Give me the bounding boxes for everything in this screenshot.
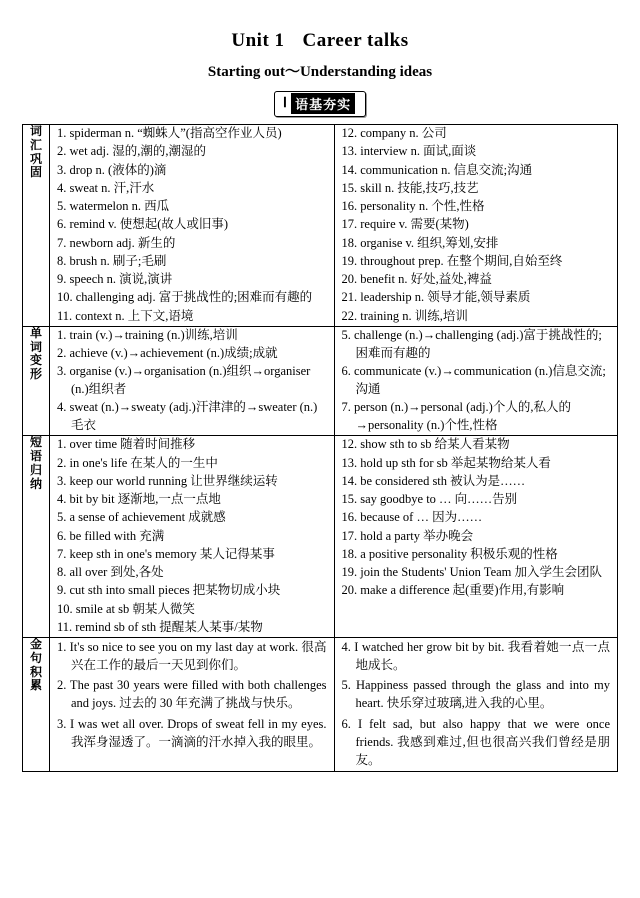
- banner-box: [274, 91, 366, 117]
- list-item: 6. be filled with 充满: [57, 528, 165, 543]
- list-item: 1. spiderman n. “蜘蛛人”(指高空作业人员): [57, 126, 282, 140]
- column-left: [50, 638, 334, 771]
- list-item: 5. challenge (n.)→challenging (adj.)富于挑战性的;困难而有趣的: [341, 327, 602, 360]
- row-content-vocab: [50, 125, 618, 327]
- list-item: 15. skill n. 技能,技巧,技艺: [341, 180, 479, 195]
- column-right: [334, 436, 618, 637]
- list-item: 3. organise (v.)→organisation (n.)组织→organiser (n.)组织者: [57, 364, 311, 396]
- list-item: 12. show sth to sb 给某人看某物: [341, 437, 510, 452]
- list-item: 2. wet adj. 湿的,潮的,潮湿的: [57, 144, 206, 159]
- list-item: 4. bit by bit 逐渐地,一点一点地: [57, 492, 221, 506]
- list-item: 16. because of … 因为……: [341, 510, 483, 525]
- list-item: 7. keep sth in one's memory 某人记得某事: [57, 546, 275, 561]
- list-item: 1. It's so nice to see you on my last day at work. 很高兴在工作的最后一天见到你们。: [57, 640, 327, 673]
- list-item: 7. newborn adj. 新生的: [57, 235, 176, 250]
- list-item: 14. be considered sth 被认为是……: [341, 473, 526, 488]
- list-item: 5. watermelon n. 西瓜: [57, 199, 170, 213]
- list-item: 10. smile at sb 朝某人微笑: [57, 601, 195, 616]
- row-content-wordforms: [50, 326, 618, 436]
- row-content-phrases: [50, 436, 618, 638]
- row-label-wordforms: [23, 326, 50, 436]
- list-item: 11. remind sb of sth 提醒某人某事/某物: [57, 619, 263, 634]
- list-item: 2. The past 30 years were filled with both challenges and joys. 过去的 30 年充满了挑战与快乐。: [57, 678, 327, 711]
- column-left: [50, 125, 334, 326]
- row-label-text: 词汇巩固: [29, 124, 42, 180]
- column-right: [334, 327, 618, 436]
- list-item: 6. I felt sad, but also happy that we were once friends. 我感到难过,但也很高兴我们曾经是朋友。: [341, 716, 610, 767]
- list-item: 11. context n. 上下文,语境: [57, 308, 194, 323]
- table-row: [23, 436, 618, 638]
- column-left: [50, 436, 334, 637]
- row-label-text: 单词变形: [29, 325, 42, 382]
- list-item: 18. organise v. 组织,筹划,安排: [341, 235, 499, 250]
- list-item: 15. say goodbye to … 向……告别: [341, 492, 518, 506]
- row-label-sentences: [23, 638, 50, 772]
- column-left: [50, 327, 334, 436]
- banner-label: 语基夯实: [291, 93, 355, 114]
- table-row: [23, 125, 618, 327]
- list-item: 8. brush n. 刷子;毛刷: [57, 253, 167, 268]
- list-item: 19. join the Students' Union Team 加入学生会团队: [341, 565, 603, 579]
- row-content-sentences: [50, 638, 618, 772]
- list-item: 21. leadership n. 领导才能,领导素质: [341, 290, 531, 305]
- list-item: 2. achieve (v.)→achievement (n.)成绩;成就: [57, 346, 278, 360]
- list-item: 2. in one's life 在某人的一生中: [57, 455, 218, 470]
- list-item: 3. keep our world running 让世界继续运转: [57, 473, 278, 488]
- list-item: 20. make a difference 起(重要)作用,有影响: [341, 583, 565, 598]
- list-item: 13. hold up sth for sb 举起某物给某人看: [341, 455, 551, 470]
- list-item: 10. challenging adj. 富于挑战性的;困难而有趣的: [57, 290, 313, 305]
- list-item: 22. training n. 训练,培训: [341, 308, 468, 323]
- list-item: 3. drop n. (液体的)滴: [57, 162, 167, 177]
- list-item: 12. company n. 公司: [341, 126, 447, 140]
- column-right: [334, 125, 618, 326]
- list-item: 9. cut sth into small pieces 把某物切成小块: [57, 583, 281, 598]
- row-label-vocab: [23, 125, 50, 327]
- list-item: 4. I watched her grow bit by bit. 我看着她一点一点地成长。: [341, 640, 610, 673]
- row-label-text: 短语归纳: [29, 435, 42, 491]
- title-unit: Unit 1: [231, 30, 285, 51]
- list-item: 17. hold a party 举办晚会: [341, 528, 474, 543]
- list-item: 3. I was wet all over. Drops of sweat fell in my eyes. 我浑身湿透了。一滴滴的汗水掉入我的眼里。: [57, 716, 327, 749]
- list-item: 14. communication n. 信息交流;沟通: [341, 162, 533, 177]
- list-item: 9. speech n. 演说,演讲: [57, 272, 173, 286]
- banner-number: Ⅰ: [282, 96, 288, 111]
- list-item: 6. communicate (v.)→communication (n.)信息交流;沟通: [341, 363, 606, 396]
- list-item: 20. benefit n. 好处,益处,裨益: [341, 272, 492, 286]
- page-title: [22, 30, 618, 52]
- list-item: 16. personality n. 个性,性格: [341, 199, 485, 213]
- list-item: 4. sweat (n.)→sweaty (adj.)汗津津的→sweater (n.)毛衣: [57, 400, 318, 432]
- section-banner: [22, 91, 618, 117]
- list-item: 4. sweat n. 汗,汗水: [57, 180, 155, 195]
- table-row: [23, 638, 618, 772]
- title-main: Career talks: [302, 30, 409, 51]
- table-row: [23, 326, 618, 436]
- row-label-phrases: [23, 436, 50, 638]
- list-item: 7. person (n.)→personal (adj.)个人的,私人的→personality (n.)个性,性格: [341, 399, 571, 432]
- list-item: 8. all over 到处,各处: [57, 565, 164, 579]
- row-label-text: 金句积累: [29, 637, 42, 693]
- content-table: [22, 124, 618, 772]
- page-subtitle: Starting out～Understanding ideas: [207, 64, 433, 80]
- list-item: 19. throughout prep. 在整个期间,自始至终: [341, 253, 563, 268]
- list-item: 17. require v. 需要(某物): [341, 217, 469, 232]
- list-item: 13. interview n. 面试,面谈: [341, 144, 477, 159]
- list-item: 5. a sense of achievement 成就感: [57, 510, 226, 525]
- list-item: 1. train (v.)→training (n.)训练,培训: [57, 327, 238, 342]
- column-right: [334, 638, 618, 771]
- list-item: 1. over time 随着时间推移: [57, 437, 196, 452]
- list-item: 5. Happiness passed through the glass and into my heart. 快乐穿过玻璃,进入我的心里。: [341, 678, 610, 711]
- list-item: 6. remind v. 使想起(故人或旧事): [57, 217, 229, 232]
- list-item: 18. a positive personality 积极乐观的性格: [341, 546, 558, 561]
